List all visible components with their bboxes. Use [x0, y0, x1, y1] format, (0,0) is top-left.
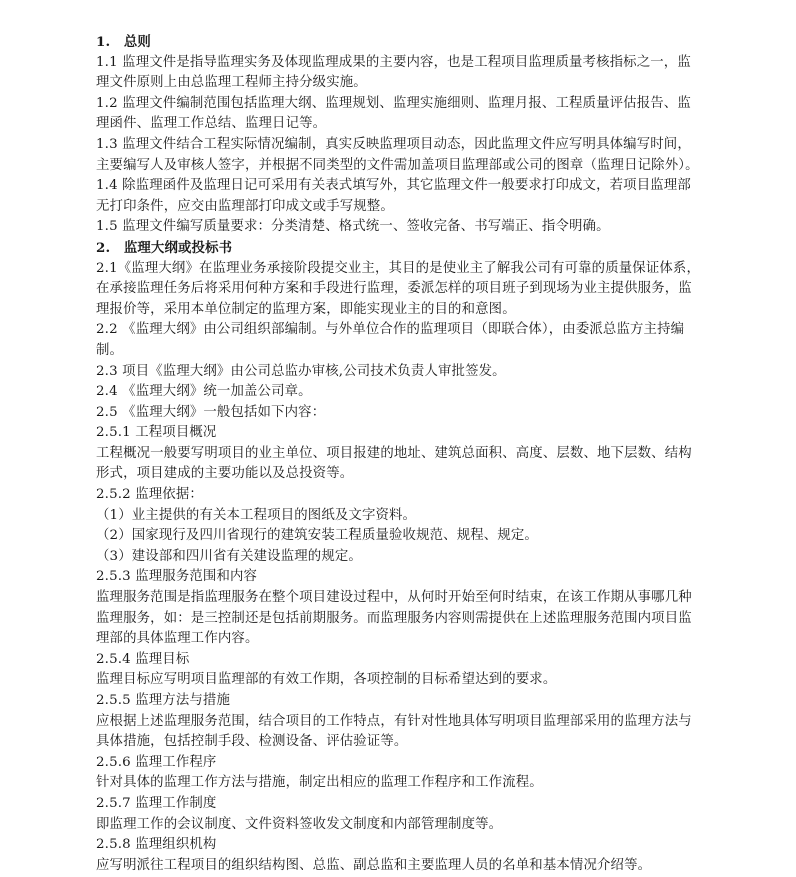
text-line: 2.5 《监理大纲》一般包括如下内容：	[96, 404, 326, 420]
text-line: 无打印条件，应交由监理部打印成文或手写规整。	[96, 198, 394, 214]
text-line: 2.1《监理大纲》在监理业务承接阶段提交业主，其目的是使业主了解我公司有可靠的质量保证体系，	[96, 260, 700, 276]
text-line: 工程概况一般要写明项目的业主单位、项目报建的地址、建筑总面积、高度、层数、地下层数、结构	[96, 445, 692, 461]
text-line: 理文件原则上由总监理工程师主持分级实施。	[96, 75, 367, 91]
text-line: 监理服务，如：是三控制还是包括前期服务。而监理服务内容则需提供在上述监理服务范围内项目监	[96, 610, 692, 626]
text-line: 2.2 《监理大纲》由公司组织部编制。与外单位合作的监理项目（即联合体），由委派总监方主持编	[96, 322, 685, 338]
text-line: 理函件、监理工作总结、监理日记等。	[96, 116, 327, 132]
text-line: 形式，项目建成的主要功能以及总投资等。	[96, 466, 354, 482]
text-line: 2.3 项目《监理大纲》由公司总监办审核,公司技术负责人审批签发。	[96, 363, 506, 379]
text-line: 制。	[96, 342, 124, 358]
text-line: 具体措施，包括控制手段、检测设备、评估验证等。	[96, 734, 408, 750]
section-heading: 2. 监理大纲或投标书	[96, 239, 233, 256]
text-line: 2.5.2 监理依据：	[96, 487, 203, 503]
text-line: 1.4 除监理函件及监理日记可采用有关表式填写外，其它监理文件一般要求打印成文，若项目监理部	[96, 178, 691, 194]
text-line: 1.3 监理文件结合工程实际情况编制，真实反映监理项目动态，因此监理文件应写明具体编写时间，	[96, 136, 691, 152]
text-line: 2.5.7 监理工作制度	[96, 795, 217, 811]
text-line: （1）业主提供的有关本工程项目的图纸及文字资料。	[96, 507, 417, 523]
text-line: 1.1 监理文件是指导监理实务及体现监理成果的主要内容，也是工程项目监理质量考核指标之一，监	[96, 54, 691, 70]
text-line: 2.5.5 监理方法与措施	[96, 693, 231, 708]
text-line: 应写明派往工程项目的组织结构图、总监、副总监和主要监理人员的名单和基本情况介绍等。	[96, 857, 652, 873]
document-body	[96, 32, 714, 876]
text-line: （3）建设部和四川省有关建设监理的规定。	[96, 548, 362, 564]
text-line: 1.5 监理文件编写质量要求：分类清楚、格式统一、签收完备、书写端正、指令明确。	[96, 219, 610, 235]
text-line: 2.5.4 监理目标	[96, 651, 190, 667]
text-line: 监理目标应写明项目监理部的有效工作期，各项控制的目标希望达到的要求。	[96, 672, 557, 688]
text-line: 理报价等，采用本单位制定的监理方案，即能实现业主的目的和意图。	[96, 301, 516, 317]
text-line: 针对具体的监理工作方法与措施，制定出相应的监理工作程序和工作流程。	[96, 775, 543, 791]
text-line: 即监理工作的会议制度、文件资料签收发文制度和内部管理制度等。	[96, 816, 503, 832]
text-line: 在承接监理任务后将采用何种方案和手段进行监理，委派怎样的项目班子到现场为业主提供服务，监	[96, 281, 692, 297]
text-line: 2.5.6 监理工作程序	[96, 754, 217, 770]
section-heading: 1. 总则	[96, 34, 151, 50]
text-line: 2.4 《监理大纲》统一加盖公司章。	[96, 384, 312, 400]
text-line: 主要编写人及审核人签字，并根据不同类型的文件需加盖项目监理部或公司的图章（监理日记除外）。	[96, 157, 699, 173]
text-line: 1.2 监理文件编制范围包括监理大纲、监理规划、监理实施细则、监理月报、工程质量评估报告、监	[96, 95, 691, 111]
text-line: 监理服务范围是指监理服务在整个项目建设过程中，从何时开始至何时结束，在该工作期从事哪几种	[96, 590, 692, 606]
text-line: 2.5.1 工程项目概况	[96, 425, 217, 441]
text-line: 2.5.8 监理组织机构	[96, 837, 217, 853]
text-line: 2.5.3 监理服务范围和内容	[96, 569, 258, 585]
text-line: 理部的具体监理工作内容。	[96, 631, 259, 647]
text-line: 应根据上述监理服务范围，结合项目的工作特点，有针对性地具体写明项目监理部采用的监理方法与	[96, 713, 692, 729]
text-line: （2）国家现行及四川省现行的建筑安装工程质量验收规范、规程、规定。	[96, 528, 538, 544]
